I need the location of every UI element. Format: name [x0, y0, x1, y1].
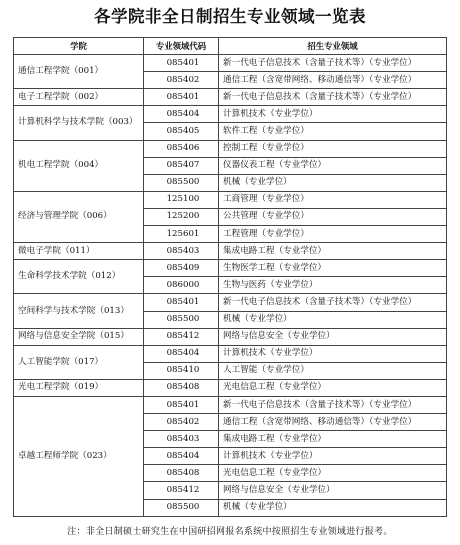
field-name-cell: 光电信息工程（专业学位）	[219, 379, 447, 396]
table-row	[14, 328, 447, 345]
field-name-cell: 机械（专业学位）	[219, 174, 447, 191]
field-code-cell: 085403	[144, 243, 219, 260]
page-title: 各学院非全日制招生专业领域一览表	[94, 7, 366, 26]
field-code-cell: 085407	[144, 157, 219, 174]
field-name-cell: 工程管理（专业学位）	[219, 226, 447, 243]
field-name-cell: 新一代电子信息技术（含量子技术等）（专业学位）	[219, 55, 447, 72]
footnote: 注：非全日制硕士研究生在中国研招网报名系统中按照招生专业领域进行报考。	[67, 527, 393, 537]
college-name-cell: 卓越工程师学院（023）	[14, 396, 144, 516]
table-body	[14, 55, 447, 517]
table-row	[14, 55, 447, 72]
field-name-cell: 网络与信息安全（专业学位）	[219, 328, 447, 345]
field-name-cell: 仪器仪表工程（专业学位）	[219, 157, 447, 174]
field-code-cell: 085404	[144, 345, 219, 362]
table-row	[14, 379, 447, 396]
college-name-cell: 计算机科学与技术学院（003）	[14, 106, 144, 140]
table-row	[14, 191, 447, 208]
field-code-cell: 125100	[144, 191, 219, 208]
field-code-cell: 085405	[144, 123, 219, 140]
field-name-cell: 通信工程（含宽带网络、移动通信等）（专业学位）	[219, 72, 447, 89]
field-name-cell: 生物医学工程（专业学位）	[219, 260, 447, 277]
field-name-cell: 计算机技术（专业学位）	[219, 448, 447, 465]
field-code-cell: 085401	[144, 294, 219, 311]
field-name-cell: 网络与信息安全（专业学位）	[219, 482, 447, 499]
college-name-cell: 人工智能学院（017）	[14, 345, 144, 379]
field-code-cell: 085408	[144, 379, 219, 396]
field-code-cell: 085412	[144, 482, 219, 499]
field-name-cell: 软件工程（专业学位）	[219, 123, 447, 140]
field-name-cell: 通信工程（含宽带网络、移动通信等）（专业学位）	[219, 414, 447, 431]
field-name-cell: 控制工程（专业学位）	[219, 140, 447, 157]
field-name-cell: 机械（专业学位）	[219, 499, 447, 516]
college-name-cell: 光电工程学院（019）	[14, 379, 144, 396]
field-name-cell: 人工智能（专业学位）	[219, 362, 447, 379]
field-name-cell: 集成电路工程（专业学位）	[219, 431, 447, 448]
college-name-cell: 微电子学院（011）	[14, 243, 144, 260]
field-name-cell: 集成电路工程（专业学位）	[219, 243, 447, 260]
field-code-cell: 085500	[144, 174, 219, 191]
field-code-cell: 086000	[144, 277, 219, 294]
field-code-cell: 085500	[144, 499, 219, 516]
college-name-cell: 生命科学技术学院（012）	[14, 260, 144, 294]
field-name-cell: 机械（专业学位）	[219, 311, 447, 328]
college-name-cell: 网络与信息安全学院（015）	[14, 328, 144, 345]
field-code-cell: 085406	[144, 140, 219, 157]
field-name-cell: 生物与医药（专业学位）	[219, 277, 447, 294]
field-code-cell: 085500	[144, 311, 219, 328]
field-name-cell: 公共管理（专业学位）	[219, 208, 447, 225]
table-row	[14, 294, 447, 311]
college-name-cell: 电子工程学院（002）	[14, 89, 144, 106]
field-code-cell: 125200	[144, 208, 219, 225]
field-column-header: 招生专业领域	[219, 38, 447, 55]
field-code-cell: 085401	[144, 396, 219, 413]
table-row	[14, 345, 447, 362]
field-code-cell: 085403	[144, 431, 219, 448]
field-name-cell: 新一代电子信息技术（含量子技术等）（专业学位）	[219, 89, 447, 106]
field-code-cell: 085404	[144, 448, 219, 465]
field-code-cell: 085404	[144, 106, 219, 123]
college-name-cell: 经济与管理学院（006）	[14, 191, 144, 242]
field-code-cell: 085401	[144, 55, 219, 72]
majors-table	[13, 37, 447, 517]
field-code-cell: 085401	[144, 89, 219, 106]
field-code-cell: 085402	[144, 414, 219, 431]
field-name-cell: 新一代电子信息技术（含量子技术等）（专业学位）	[219, 294, 447, 311]
table-header-row	[14, 38, 447, 55]
field-name-cell: 光电信息工程（专业学位）	[219, 465, 447, 482]
college-name-cell: 通信工程学院（001）	[14, 55, 144, 89]
field-name-cell: 新一代电子信息技术（含量子技术等）（专业学位）	[219, 396, 447, 413]
table-row	[14, 140, 447, 157]
college-name-cell: 空间科学与技术学院（013）	[14, 294, 144, 328]
field-name-cell: 计算机技术（专业学位）	[219, 106, 447, 123]
table-row	[14, 89, 447, 106]
table-row	[14, 243, 447, 260]
field-name-cell: 工商管理（专业学位）	[219, 191, 447, 208]
code-column-header: 专业领域代码	[144, 38, 219, 55]
field-code-cell: 125601	[144, 226, 219, 243]
table-row	[14, 106, 447, 123]
college-column-header: 学院	[14, 38, 144, 55]
field-code-cell: 085412	[144, 328, 219, 345]
table-row	[14, 396, 447, 413]
field-code-cell: 085402	[144, 72, 219, 89]
table-row	[14, 260, 447, 277]
college-name-cell: 机电工程学院（004）	[14, 140, 144, 191]
field-code-cell: 085409	[144, 260, 219, 277]
field-name-cell: 计算机技术（专业学位）	[219, 345, 447, 362]
field-code-cell: 085408	[144, 465, 219, 482]
field-code-cell: 085410	[144, 362, 219, 379]
